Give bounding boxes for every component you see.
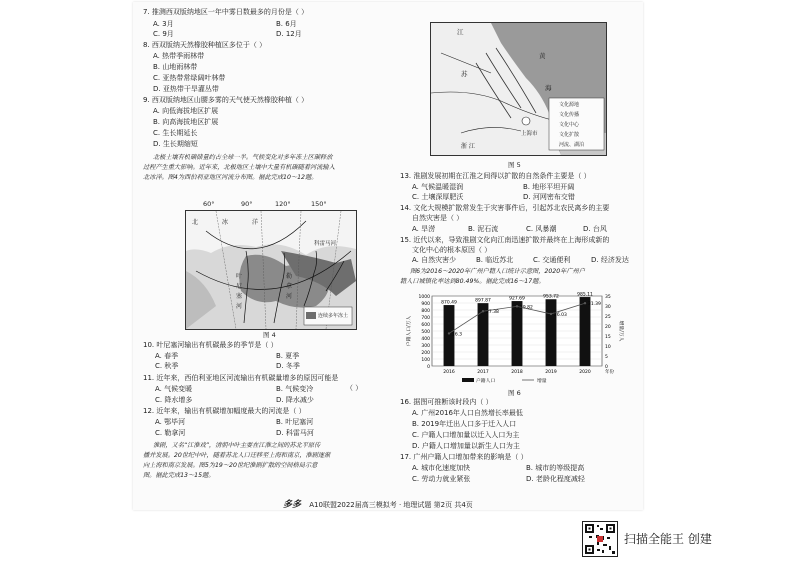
q8-stem: 8. 西双版纳天然橡胶种植区多位于（ ） (143, 41, 267, 49)
q16-option-d: D. 户籍人口增加量以新生人口为主 (412, 442, 520, 450)
x-axis-label: 年份 (605, 370, 614, 375)
right-tick-label: 5 (605, 355, 608, 360)
passage2-line2: 播并发展。20世纪中叶，随着苏北人口迁移至上海和南京，淮剧逐渐 (143, 452, 331, 459)
y-axis-label-left: 户籍人口/万人 (407, 315, 412, 347)
map5-legend-3: 文化中心 (559, 122, 580, 128)
q13-option-a: A. 气候温暖湿润 (412, 183, 464, 191)
map-legend-permafrost: 连续多年冻土 (318, 313, 349, 319)
point-increment (482, 310, 484, 312)
q14-option-d: D. 台风 (583, 225, 607, 233)
left-tick-label: 200 (421, 351, 430, 356)
q14-option-a: A. 旱涝 (412, 225, 436, 233)
q14-tail: 自然灾害是（ ） (412, 214, 464, 222)
map-label-sea1: 北 (192, 219, 199, 226)
map5-label-huang: 黄 (539, 52, 546, 60)
map-label-river2: 尼 (236, 283, 243, 290)
exam-page (133, 2, 643, 510)
q7-stem: 7. 推测西双版纳地区一年中雾日数最多的月份是（ ） (143, 8, 309, 16)
right-tick-label: 15 (605, 335, 611, 340)
right-tick-label: 0 (605, 365, 608, 370)
bar-population (580, 297, 591, 366)
legend-label-increment: 增量 (537, 379, 547, 384)
q8-option-a: A. 热带季雨林带 (153, 52, 205, 60)
map-label-lena1: 勒 (286, 273, 293, 280)
point-increment (550, 313, 552, 315)
q16-stem: 16. 据图可推断该时段内（ ） (400, 398, 493, 406)
bar-population (512, 301, 523, 366)
x-tick-label: 2017 (477, 370, 489, 375)
legend-label-population: 户籍人口 (476, 379, 496, 384)
q13-option-b: B. 地形平坦开阔 (523, 183, 575, 191)
x-tick-label: 2016 (443, 370, 455, 375)
scanner-watermark-text: 扫描全能王 创建 (624, 532, 712, 546)
q17-option-c: C. 劳动力就业紧张 (412, 475, 471, 483)
q17-option-a: A. 城市化速度加快 (412, 464, 471, 472)
q16-option-b: B. 2019年迁出人口多于迁入人口 (412, 420, 517, 428)
q11-stem: 11. 近年来，西伯利亚地区河流输出有机碳量增多的原因可能是 (143, 374, 339, 382)
passage2-line1: 淮剧，又名“江淮戏”，清朝中叶主要在江淮之间的苏北平原传 (153, 442, 321, 449)
map5-label-shanghai: 上海市 (521, 131, 538, 137)
footer-text: A10联盟2022届高三模拟考 · 地理试题 第2页 共4页 (309, 501, 473, 509)
left-tick-label: 1000 (418, 295, 430, 300)
right-tick-label: 20 (605, 325, 611, 330)
q9-stem: 9. 西双版纳地区山腰多雾的天气使天然橡胶种植（ ） (143, 96, 309, 104)
map5-legend-4: 文化扩散 (559, 132, 580, 138)
q7-option-d: D. 12月 (276, 30, 302, 38)
q13-option-d: D. 河网密布交错 (523, 193, 575, 201)
page-footer (283, 497, 473, 510)
q17-stem: 17. 广州户籍人口增加带来的影响是（ ） (400, 453, 528, 461)
q7-option-a: A. 3月 (153, 20, 174, 28)
map-lon-120: 120° (275, 200, 291, 208)
legend-swatch-population (462, 378, 474, 382)
q10-stem: 10. 叶尼塞河输出有机碳最多的季节是（ ） (143, 341, 278, 349)
bar-value-label: 985.11 (577, 292, 593, 298)
q9-option-a: A. 向低海拔地区扩展 (153, 107, 219, 115)
bar-value-label: 897.87 (475, 298, 491, 304)
q15-option-d: D. 经济发达 (591, 256, 629, 264)
q14-option-c: C. 风暴潮 (526, 225, 557, 233)
right-tick-label: 10 (605, 345, 611, 350)
left-tick-label: 500 (421, 330, 430, 335)
q10-option-c: C. 秋季 (155, 362, 179, 370)
map5-label-hai: 海 (545, 84, 552, 92)
passage2-line3: 向上海和南京发展。图5为19～20世纪淮剧扩散的空间格局示意 (143, 462, 318, 469)
q13-stem: 13. 淮剧发展初期在江淮之间得以扩散的自然条件主要是（ ） (400, 172, 591, 180)
point-increment (584, 302, 586, 304)
q10-option-b: B. 夏季 (276, 352, 300, 360)
q8-option-d: D. 亚热带干旱灌丛带 (153, 85, 219, 93)
passage3-line1: 图6为2016～2020年广州户籍人口统计示意图，2020年广州户 (410, 268, 585, 275)
q10-option-a: A. 春季 (155, 352, 179, 360)
q14-stem: 14. 文化大规模扩散常发生于灾害事件后，引起苏北农民离乡的主要 (400, 204, 610, 212)
q16-option-c: C. 户籍人口增加量以迁入人口为主 (412, 431, 520, 439)
map-label-lena2: 拿 (286, 283, 293, 290)
passage1-line1: 北极土壤有机碳储量约占全球一半。气候变化对多年冻土区碳释放 (153, 154, 333, 161)
right-tick-label: 25 (605, 315, 611, 320)
q8-option-c: C. 亚热带常绿阔叶林带 (153, 74, 226, 82)
left-tick-label: 900 (421, 302, 430, 307)
map-lon-60: 60° (203, 200, 215, 208)
q15-option-a: A. 自然灾害少 (412, 256, 457, 264)
left-tick-label: 300 (421, 344, 430, 349)
q9-option-c: C. 生长期延长 (153, 129, 198, 137)
left-tick-label: 600 (421, 323, 430, 328)
left-tick-label: 700 (421, 316, 430, 321)
left-tick-label: 800 (421, 309, 430, 314)
x-tick-label: 2019 (545, 370, 557, 375)
left-column (141, 2, 386, 492)
passage1-line2: 过程产生重大影响。近年来，北极地区土壤中大量有机碳随着河流输入 (143, 164, 335, 171)
q11-option-d: D. 降水减少 (276, 396, 314, 404)
figure6-caption: 图 6 (508, 389, 521, 397)
figure5-huaiju-map (430, 22, 607, 156)
q7-option-c: C. 9月 (153, 30, 174, 38)
q9-option-b: B. 向高海拔地区扩展 (153, 118, 219, 126)
q13-option-c: C. 土壤深厚肥沃 (412, 193, 464, 201)
left-tick-label: 100 (421, 358, 430, 363)
map5-label-zhejiang: 浙 江 (461, 143, 475, 150)
right-column (398, 2, 643, 492)
figure6-chart (402, 288, 632, 388)
map5-label-jiang: 江 (457, 28, 464, 36)
q12-option-d: D. 科雷马河 (276, 429, 314, 437)
left-tick-label: 400 (421, 337, 430, 342)
q11-option-a: A. 气候变暖 (155, 385, 193, 393)
map5-legend-2: 文化传播 (559, 112, 580, 118)
q9-option-d: D. 生长期缩短 (153, 140, 198, 148)
bar-value-label: 953.72 (543, 294, 559, 300)
qr-code-icon (582, 521, 618, 557)
line-value-label: 26.03 (554, 312, 567, 318)
q15-stem: 15. 近代以来，导致淮剧文化向江南迅速扩散并最终在上海形成新的 (400, 236, 610, 244)
bar-population (546, 299, 557, 366)
q12-stem: 12. 近年来，输出有机碳增加幅度最大的河流是（ ） (143, 407, 306, 415)
line-value-label: 16.3 (452, 332, 463, 338)
map-lon-90: 90° (241, 200, 253, 208)
map-label-lena3: 河 (286, 293, 293, 300)
line-value-label: 31.39 (588, 302, 601, 308)
map5-legend-5: 河流、湖泊 (559, 142, 585, 148)
right-tick-label: 35 (605, 295, 611, 300)
line-value-label: 27.38 (486, 310, 499, 316)
q11-option-b: B. 气候变冷 (276, 385, 314, 393)
bar-value-label: 870.49 (441, 300, 457, 306)
y-axis-label-right: 增量/万人 (618, 320, 623, 342)
figure4-caption: 图 4 (263, 331, 276, 339)
map-lon-150: 150° (311, 200, 327, 208)
passage2-line4: 图。据此完成13～15题。 (143, 472, 215, 479)
q16-option-a: A. 广州2016年人口自然增长率最低 (412, 409, 523, 417)
q15-option-b: B. 临近苏北 (476, 256, 514, 264)
q15-tail: 文化中心的根本原因（ ） (412, 246, 492, 254)
figure4-siberia-map (185, 210, 357, 330)
map-label-sea2: 冰 (222, 219, 229, 226)
map5-legend-1: 文化源地 (559, 102, 580, 108)
x-tick-label: 2020 (579, 370, 591, 375)
q17-option-b: B. 城市的等级提高 (526, 464, 585, 472)
q12-option-c: C. 勒拿河 (155, 429, 186, 437)
map-label-sea3: 洋 (252, 219, 259, 226)
line-value-label: 29.82 (520, 305, 533, 311)
x-tick-label: 2018 (511, 370, 523, 375)
q14-option-b: B. 泥石流 (468, 225, 499, 233)
map5-label-su: 苏 (461, 70, 468, 78)
map-label-kolyma: 科雷马河 (314, 241, 337, 247)
bar-value-label: 927.69 (509, 296, 525, 302)
q7-option-b: B. 6月 (276, 20, 297, 28)
left-tick-label: 0 (427, 365, 430, 370)
right-tick-label: 30 (605, 305, 611, 310)
map-label-river3: 塞 (236, 293, 243, 300)
passage1-line3: 北冰洋。图4为西伯利亚地区河流分布图。据此完成10～12题。 (143, 174, 318, 181)
q12-option-b: B. 叶尼塞河 (276, 418, 314, 426)
point-increment (448, 332, 450, 334)
q15-option-c: C. 交通便利 (533, 256, 571, 264)
q11-tail: （ ） (346, 384, 363, 392)
huaiju-map-graphic (431, 23, 606, 155)
q12-option-a: A. 鄂毕河 (155, 418, 186, 426)
passage3-line2: 籍人口城镇化率达到80.49%。据此完成16～17题。 (400, 278, 545, 285)
map-label-river4: 河 (236, 303, 243, 310)
figure5-caption: 图 5 (508, 161, 521, 169)
q8-option-b: B. 山地雨林带 (153, 63, 198, 71)
point-increment (516, 305, 518, 307)
q10-option-d: D. 冬季 (276, 362, 300, 370)
map-label-river1: 叶 (236, 273, 243, 280)
footer-logo: 多多 (283, 500, 302, 510)
q11-option-c: C. 降水增多 (155, 396, 193, 404)
q17-option-d: D. 老龄化程度减轻 (526, 475, 585, 483)
